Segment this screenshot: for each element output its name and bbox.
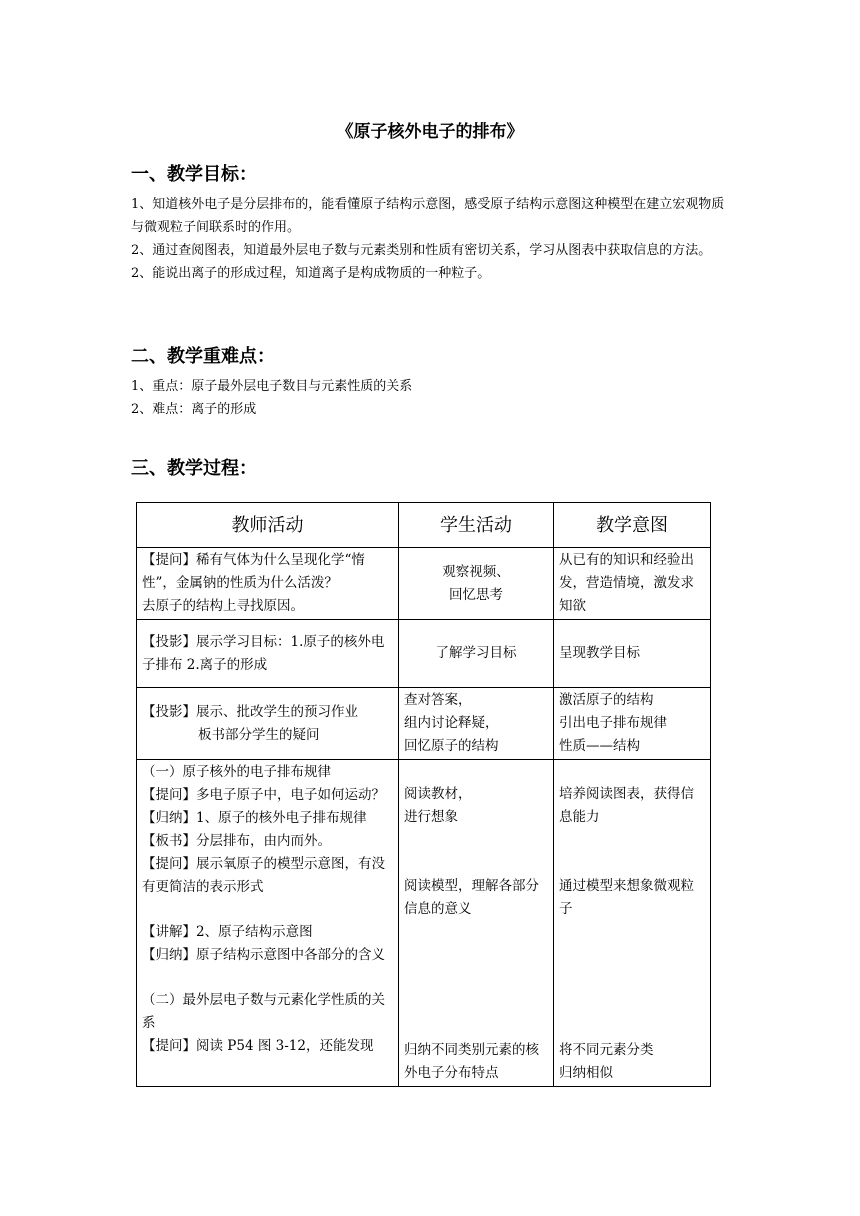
teacher-cell: [137, 688, 399, 760]
cell-text: 【归纳】1、原子的核外电子排布规律: [142, 810, 367, 826]
student-cell: [399, 688, 554, 760]
cell-text: 【投影】展示、批改学生的预习作业: [142, 703, 358, 720]
intent-cell: [554, 548, 711, 620]
cell-text: 阅读模型，理解各部分信息的意义: [404, 878, 539, 917]
cell-text: 归纳相似: [559, 1065, 613, 1081]
cell-text: 进行想象: [404, 809, 458, 825]
key-point-item: 2、难点：离子的形成: [131, 402, 257, 417]
cell-text: 了解学习目标: [435, 645, 517, 661]
table-row: [137, 688, 711, 760]
cell-text: 引出电子排布规律: [559, 715, 667, 731]
cell-text: 培养阅读图表，获得信息能力: [559, 786, 694, 825]
table-row: [137, 620, 711, 688]
cell-text: 板书部分学生的疑问: [198, 726, 320, 743]
intent-cell: [554, 760, 711, 1087]
cell-text: 阅读教材，: [404, 786, 472, 802]
cell-text: 【提问】展示氧原子的模型示意图，有没有更简洁的表示形式: [142, 856, 385, 895]
section-heading-objectives: 一、教学目标：: [131, 164, 257, 185]
cell-text: 【归纳】原子结构示意图中各部分的含义: [142, 947, 385, 963]
document-title: 《原子核外电子的排布》: [336, 122, 524, 142]
key-points-list: [131, 375, 731, 421]
cell-text: 【讲解】2、原子结构示意图: [142, 924, 313, 940]
table-row: [137, 548, 711, 620]
section-heading-process: 三、教学过程：: [131, 458, 257, 479]
cell-text: （二）最外层电子数与元素化学性质的关系: [142, 992, 385, 1031]
section-heading-key-points: 二、教学重难点：: [131, 346, 275, 367]
header-student-activity: 学生活动: [399, 503, 554, 548]
cell-text: 回忆思考: [449, 586, 503, 603]
cell-text: 通过模型来想象微观粒子: [559, 878, 694, 917]
cell-text: 归纳不同类别元素的核外电子分布特点: [404, 1042, 539, 1081]
cell-text: 去原子的结构上寻找原因。: [142, 598, 304, 614]
teacher-cell: [137, 760, 399, 1087]
cell-text: 从已有的知识和经验出发，营造情境，激发求知欲: [559, 552, 694, 614]
key-point-item: 1、重点：原子最外层电子数目与元素性质的关系: [131, 379, 413, 394]
teaching-process-table: [136, 502, 711, 1087]
header-teaching-intent: 教学意图: [554, 503, 711, 548]
cell-text: 【提问】阅读 P54 图 3-12，还能发现: [142, 1038, 374, 1054]
objectives-list: [131, 193, 731, 285]
objective-item: 1、知道核外电子是分层排布的，能看懂原子结构示意图，感受原子结构示意图这种模型在建立宏观物质与微观粒子间联系时的作用。: [131, 197, 725, 235]
table-row: [137, 760, 711, 1087]
objective-item: 2、能说出离子的形成过程，知道离子是构成物质的一种粒子。: [131, 266, 491, 281]
header-teacher-activity: 教师活动: [137, 503, 399, 548]
cell-text: 回忆原子的结构: [404, 738, 499, 754]
student-cell: [399, 620, 554, 688]
teacher-cell: [137, 620, 399, 688]
cell-text: 【提问】多电子原子中，电子如何运动？: [142, 787, 385, 803]
objective-item: 2、通过查阅图表，知道最外层电子数与元素类别和性质有密切关系，学习从图表中获取信息的方法。: [131, 243, 712, 258]
intent-cell: [554, 620, 711, 688]
cell-text: 性质——结构: [559, 738, 640, 754]
cell-text: 查对答案，: [404, 692, 472, 708]
cell-text: 【提问】稀有气体为什么呈现化学“惰性”，金属钠的性质为什么活泼？: [142, 552, 365, 591]
cell-text: 将不同元素分类: [559, 1042, 654, 1058]
cell-text: 激活原子的结构: [559, 692, 654, 708]
student-cell: [399, 760, 554, 1087]
teacher-cell: [137, 548, 399, 620]
cell-text: 观察视频、: [442, 563, 510, 580]
cell-text: 【板书】分层排布，由内而外。: [142, 833, 331, 849]
intent-cell: [554, 688, 711, 760]
cell-text: 呈现教学目标: [559, 645, 640, 661]
student-cell: [399, 548, 554, 620]
table-header-row: [137, 503, 711, 548]
cell-text: 【投影】展示学习目标：1.原子的核外电子排布 2.离子的形成: [142, 633, 385, 673]
cell-text: 组内讨论释疑，: [404, 715, 499, 731]
cell-text: （一）原子核外的电子排布规律: [142, 764, 331, 780]
